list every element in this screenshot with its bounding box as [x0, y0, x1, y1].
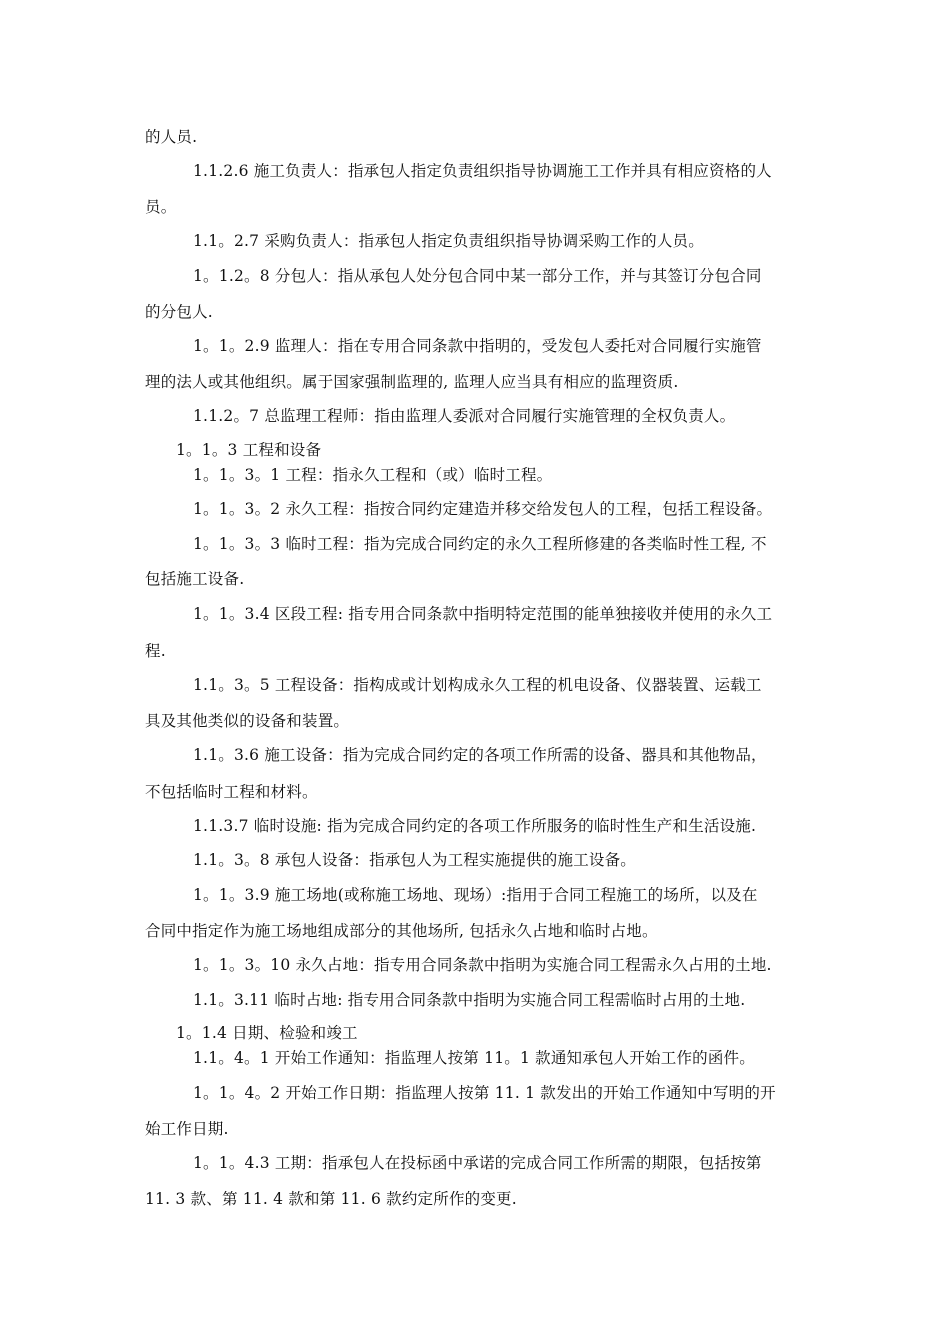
text-line: 1。1。3.9 施工场地(或称施工场地、现场）:指用于合同工程施工的场所，以及在 [193, 886, 758, 904]
text-line: 1.1。2.7 采购负责人：指承包人指定负责组织指导协调采购工作的人员。 [193, 232, 704, 250]
text-line: 具及其他类似的设备和装置。 [145, 712, 350, 730]
text-line: 1.1。3.11 临时占地: 指专用合同条款中指明为实施合同工程需临时占用的土地. [193, 991, 746, 1009]
text-line: 1。1。2.9 监理人：指在专用合同条款中指明的，受发包人委托对合同履行实施管 [193, 337, 762, 355]
text-line: 员。 [145, 198, 177, 216]
text-line: 始工作日期. [145, 1120, 229, 1138]
section-heading: 1。1.4 日期、检验和竣工 [176, 1024, 358, 1042]
text-line: 1。1.2。8 分包人：指从承包人处分包合同中某一部分工作，并与其签订分包合同 [193, 267, 762, 285]
text-line: 1。1。3.4 区段工程: 指专用合同条款中指明特定范围的能单独接收并使用的永久工 [193, 605, 773, 623]
text-line: 不包括临时工程和材料。 [145, 783, 318, 801]
text-line: 理的法人或其他组织。属于国家强制监理的, 监理人应当具有相应的监理资质. [145, 373, 679, 391]
text-line: 11. 3 款、第 11. 4 款和第 11. 6 款约定所作的变更. [145, 1190, 517, 1208]
text-line: 1.1.2。7 总监理工程师：指由监理人委派对合同履行实施管理的全权负责人。 [193, 407, 736, 425]
text-line: 1。1。4。2 开始工作日期：指监理人按第 11. 1 款发出的开始工作通知中写明的开 [193, 1084, 776, 1102]
text-line: 包括施工设备. [145, 570, 245, 588]
text-line: 1.1。4。1 开始工作通知：指监理人按第 11。1 款通知承包人开始工作的函件。 [193, 1049, 755, 1067]
text-line: 的分包人. [145, 303, 213, 321]
text-line: 1.1.3.7 临时设施: 指为完成合同约定的各项工作所服务的临时性生产和生活设施. [193, 817, 757, 835]
text-line: 1。1。3。10 永久占地：指专用合同条款中指明为实施合同工程需永久占用的土地. [193, 956, 772, 974]
text-line: 程. [145, 642, 166, 660]
text-line: 1。1。3。2 永久工程：指按合同约定建造并移交给发包人的工程，包括工程设备。 [193, 500, 773, 518]
text-line: 1.1。3。8 承包人设备：指承包人为工程实施提供的施工设备。 [193, 851, 637, 869]
text-line: 1。1。3。1 工程：指永久工程和（或）临时工程。 [193, 466, 553, 484]
text-line: 的人员. [145, 128, 198, 146]
text-line: 1.1。3.6 施工设备：指为完成合同约定的各项工作所需的设备、器具和其他物品， [193, 746, 767, 764]
section-heading: 1。1。3 工程和设备 [176, 441, 322, 459]
text-line: 1.1.2.6 施工负责人：指承包人指定负责组织指导协调施工工作并具有相应资格的人 [193, 162, 772, 180]
text-line: 1.1。3。5 工程设备：指构成或计划构成永久工程的机电设备、仪器装置、运载工 [193, 676, 762, 694]
text-line: 合同中指定作为施工场地组成部分的其他场所, 包括永久占地和临时占地。 [145, 922, 658, 940]
text-line: 1。1。3。3 临时工程：指为完成合同约定的永久工程所修建的各类临时性工程, 不 [193, 535, 767, 553]
text-line: 1。1。4.3 工期：指承包人在投标函中承诺的完成合同工作所需的期限，包括按第 [193, 1154, 762, 1172]
